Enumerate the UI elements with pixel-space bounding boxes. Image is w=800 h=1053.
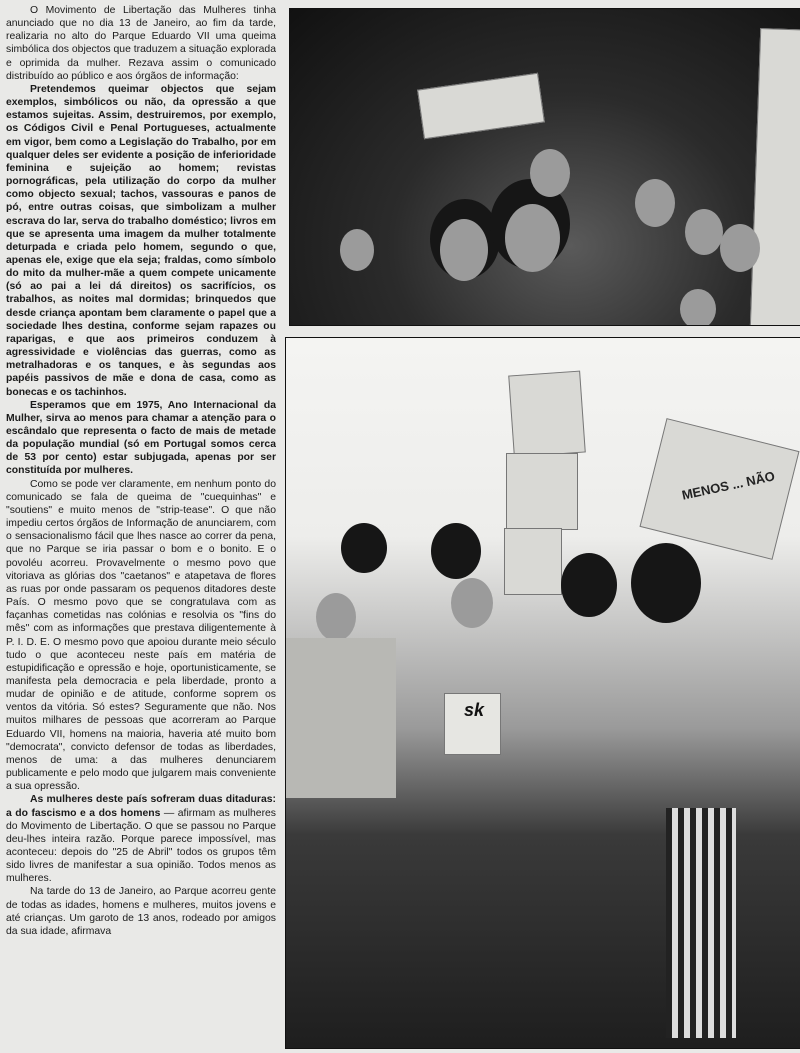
article-paragraph: Na tarde do 13 de Janeiro, ao Parque acorreu gente de todas as idades, homens e mulheres, muitos jovens e até crianças. Um garoto de 13 anos, rodeado por amigos da sua idade, afirmava: [6, 886, 276, 937]
face-icon: [680, 289, 716, 326]
jacket-icon: [286, 638, 396, 798]
face-icon: [451, 578, 493, 628]
paper-sheet-icon: [750, 28, 800, 326]
protest-sign-icon: [506, 453, 578, 530]
face-icon: [720, 224, 760, 272]
face-icon: [440, 219, 488, 281]
face-icon: [685, 209, 723, 255]
crowd-photo: [289, 8, 800, 326]
article-column: [6, 4, 276, 1050]
article-bold-lead: As mulheres deste país sofreram duas ditaduras: a do fascismo e a dos homens: [6, 794, 276, 819]
head-icon: [561, 553, 617, 617]
head-icon: [631, 543, 701, 623]
article-paragraph: Como se pode ver claramente, em nenhum ponto do comunicado se fala de queima de "cuequinhas" e "soutiens" e muito menos de "strip-tease". O que não impediu certos órgãos de Informação de anunciarem, com o sensacionalismo fácil que lhes nasce ao correr da pena, que no Parque se iria passar o bom e o bonito. E o povoléu acorreu. Provavelmente o mesmo povo que vitoriava as glórias dos "caetanos" e atapetava de flores as ruas por onde passaram os pequenos ditadores deste País. O mesmo povo que se congratulava com as façanhas cometidas nas colónias e resolvia os "fins do mês" com as informações que prestava diligentemente à P. I. D. E. O mesmo povo que apoiou durante meio século tudo o que aconteceu neste país em matéria de estupidificação e opressão e hoje, oportunisticamente, se manifesta pela democracia e pela liberdade, pronto a mudar de opinião e de atitude, conforme soprem os ventos da vitória. Só estes? Seguramente que não. Nos muitos milhares de pessoas que acorreram ao Parque Eduardo VII, homens na maioria, haveria até muito bom "democrata", convicto defensor de todas as liberdades, menos de uma: a das mulheres denunciarem publicamente e pelo modo que julgarem mais conveniente a sua opressão.: [6, 478, 276, 793]
protest-sign-icon: [508, 371, 586, 458]
face-icon: [316, 593, 356, 641]
sign-text: MENOS ... NÃO: [680, 468, 777, 503]
protest-photo: [285, 337, 800, 1049]
paper-sheet-icon: [417, 73, 545, 139]
head-icon: [431, 523, 481, 579]
head-icon: [341, 523, 387, 573]
face-icon: [340, 229, 374, 271]
article-quote-paragraph: Esperamos que em 1975, Ano Internacional da Mulher, sirva ao menos para chamar a atenção para o escândalo que representa o facto de mais de metade da população mundial (só em Portugal somos cerca de 53 por cento) estar subjugada, apenas por ser constituída por mulheres.: [6, 399, 276, 477]
article-text-tail: — afirmam as mulheres do Movimento de Libertação. O que se passou no Parque deu-lhes inteira razão. Porque parece impossível, mas aconteceu: depois do "25 de Abril" todos os grupos têm sido livres de manifestar a sua opinião. Todos menos as mulheres.: [6, 807, 276, 885]
face-icon: [505, 204, 560, 272]
face-icon: [635, 179, 675, 227]
protest-sign-icon: [504, 528, 562, 595]
article-quote-paragraph: Pretendemos queimar objectos que sejam exemplos, simbólicos ou não, da opressão a que estamos sujeitas. Assim, destruiremos, por exemplo, os Códigos Civil e Penal Portugueses, actualmente em vigor, bem como a Legislação do Trabalho, por em qualquer deles ser evidente a posição de inferioridade feminina e sujeição ao homem; revistas pornográficas, pela utilização do corpo da mulher como objecto sexual; tachos, vassouras e panos de pó, entre outras coisas, que simbolizam a mulher escrava do lar, serva do trabalho doméstico; livros em que se apresenta uma imagem da mulher totalmente deturpada e criada pelo homem, segundo o que, apenas ele, exige que ela seja; fraldas, como símbolo do mito da mulher-mãe a quem compete unicamente (só ao pai a lei dá direitos) os sacrifícios, os trabalhos, as noites mal dormidas; brinquedos que desde criança apontam bem claramente o papel que a sociedade lhes destina, conforme sejam rapazes ou raparigas, e que aos primeiros conduzem à agressividade e violências das guerras, como as metralhadoras e os tanques, e às segundas aos papéis passivos de mãe e dona de casa, como as bonecas e os tachinhos.: [6, 83, 276, 398]
bag-text: sk: [464, 700, 485, 720]
article-paragraph: [6, 793, 276, 885]
trousers-icon: [666, 808, 736, 1038]
face-icon: [530, 149, 570, 197]
article-paragraph: O Movimento de Libertação das Mulheres tinha anunciado que no dia 13 de Janeiro, ao fim da tarde, realizaria no alto do Parque Eduardo VII uma queima simbólica dos objectos que traduzem a situação explorada e oprimida da mulher. Rezava assim o comunicado distribuído ao público e aos órgãos de informação:: [6, 5, 276, 82]
